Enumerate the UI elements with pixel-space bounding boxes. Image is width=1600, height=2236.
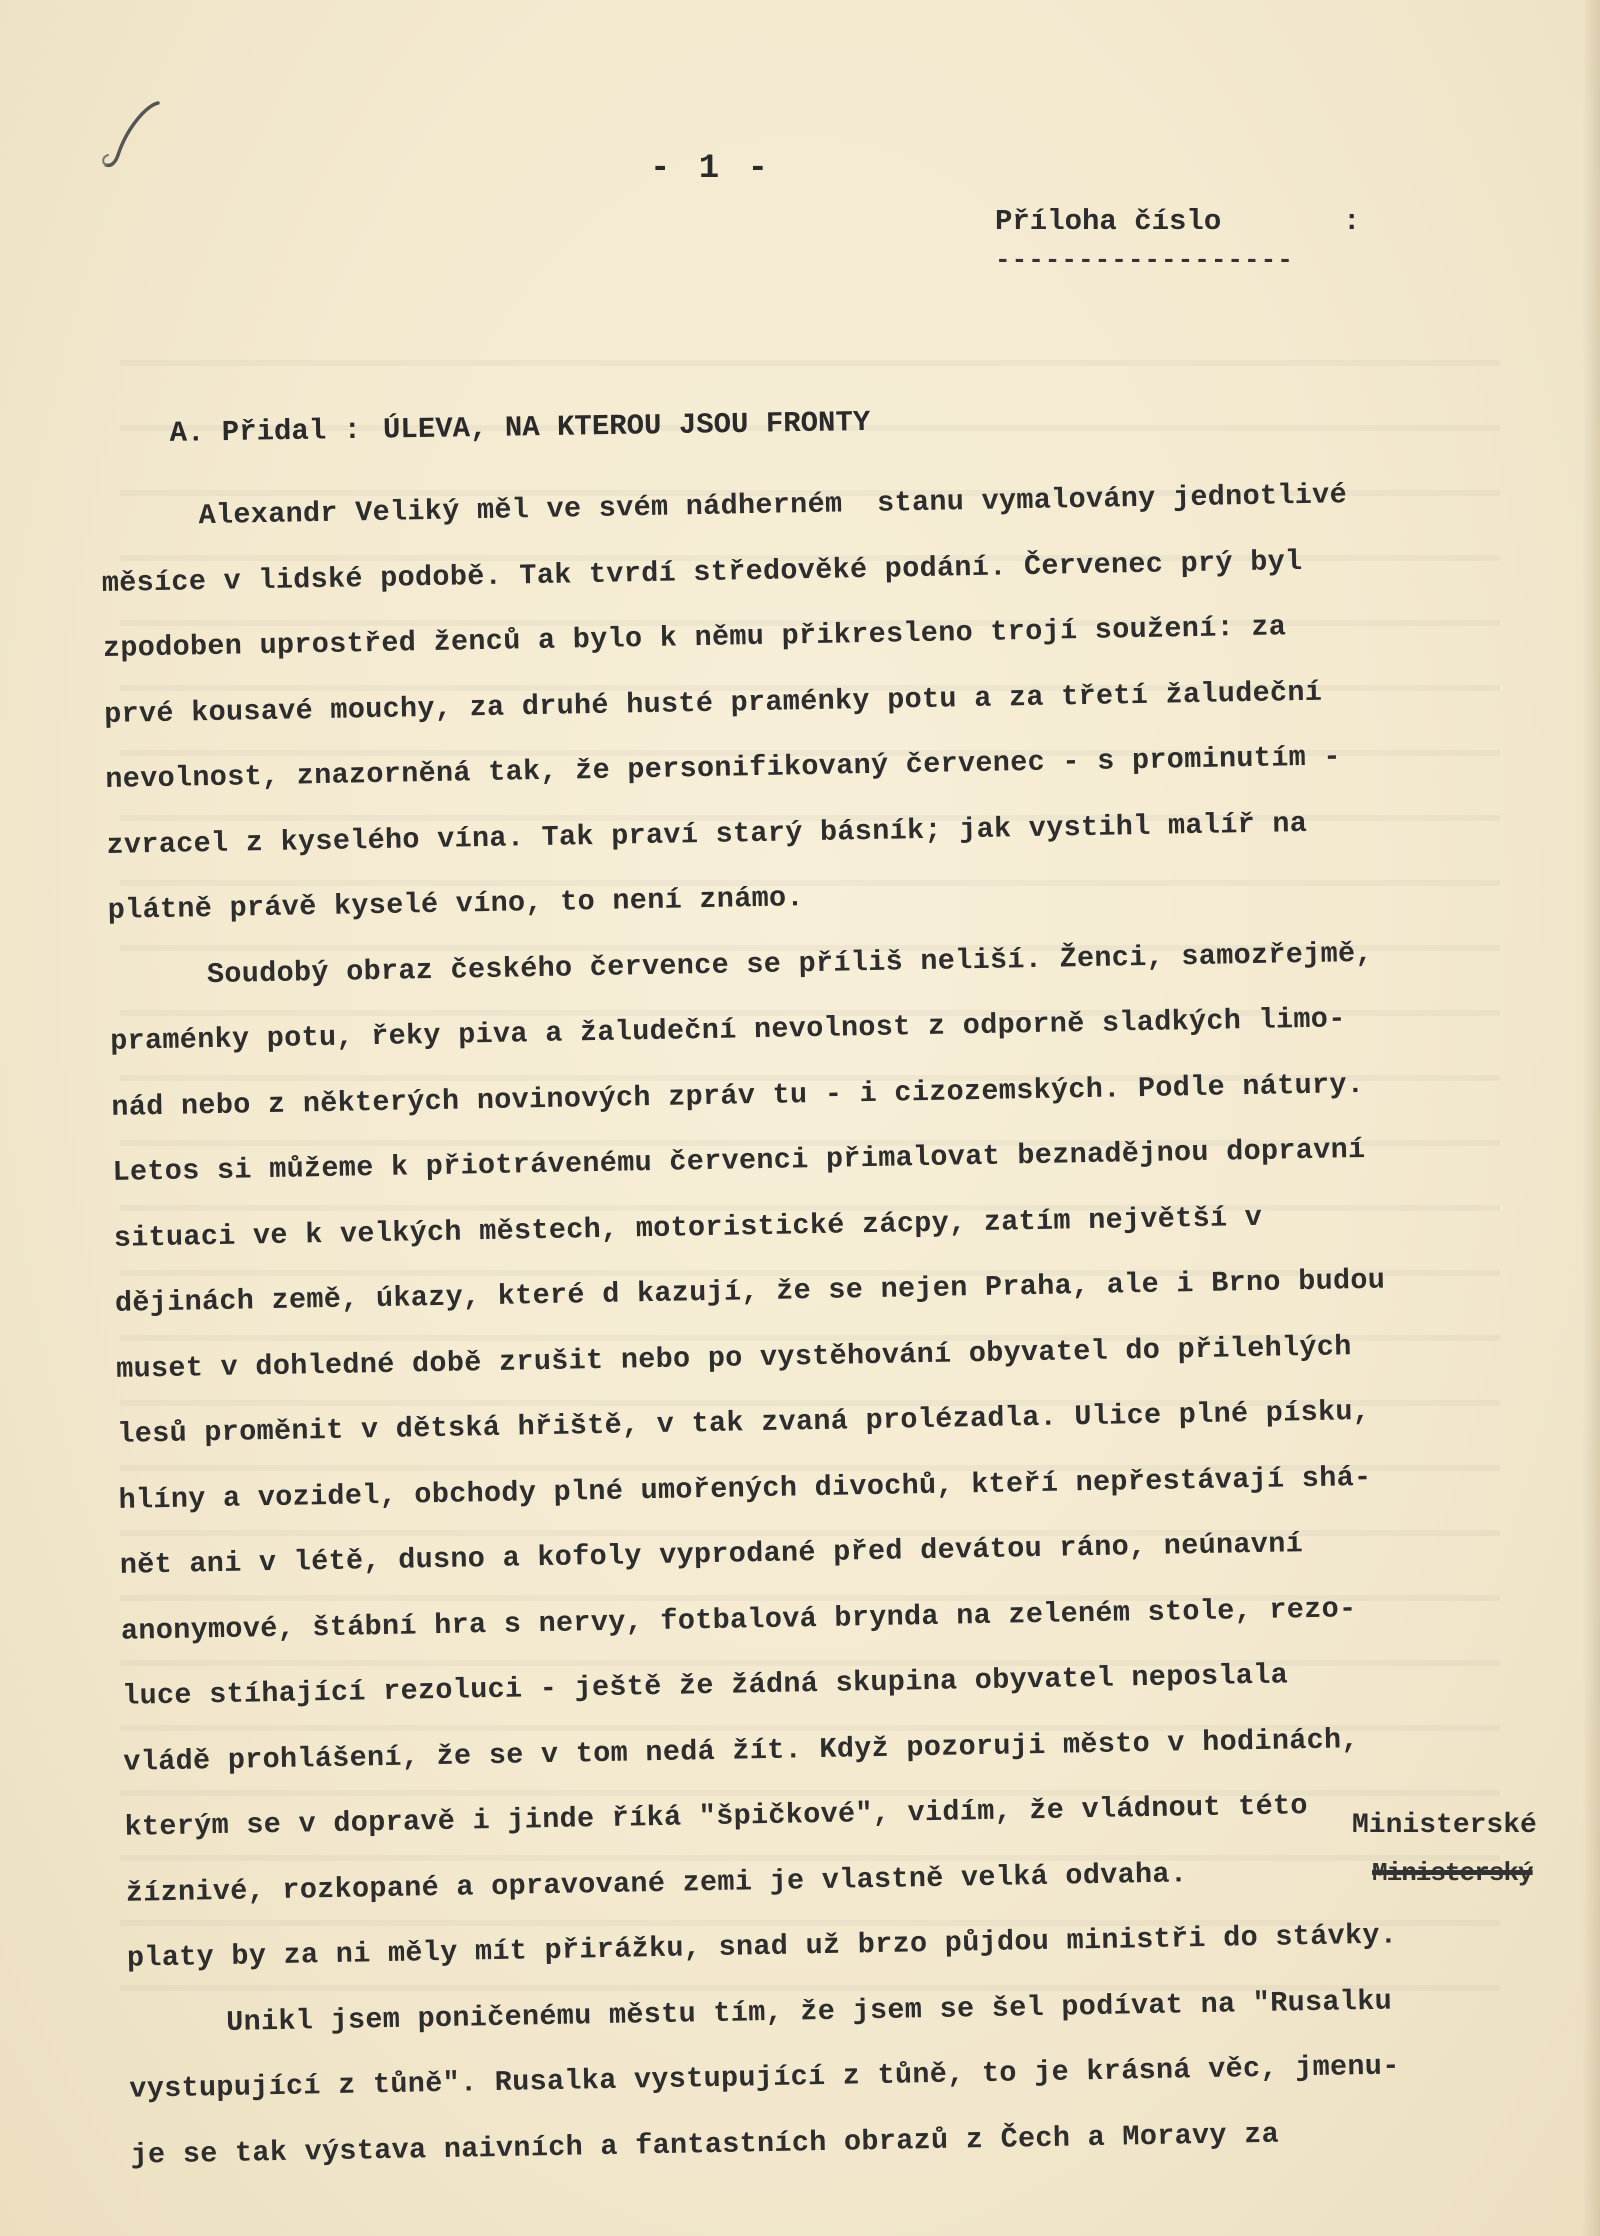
text-line: situaci ve k velkých městech, motoristické zácpy, zatím největší v: [113, 1200, 1263, 1255]
text-line: prvé kousavé mouchy, za druhé husté praménky potu a za třetí žaludeční: [103, 675, 1323, 731]
text-line: platy by za ni měly mít přirážku, snad už brzo půjdou ministři do stávky.: [126, 1918, 1398, 1975]
text-line: Soudobý obraz českého července se příliš neliší. Ženci, samozřejmě,: [206, 936, 1374, 991]
text-line: luce stíhající rezoluci - ještě že žádná skupina obyvatel neposlala: [121, 1658, 1289, 1713]
text-line: Unikl jsem poničenému městu tím, že jsem se šel podívat na "Rusalku: [225, 1984, 1393, 2039]
page-number: - 1 -: [650, 150, 773, 188]
text-line: vládě prohlášení, že se v tom nedá žít. Když pozoruji město v hodinách,: [123, 1722, 1360, 1779]
text-line: měsíce v lidské podobě. Tak tvrdí středověké podání. Červenec prý byl: [101, 544, 1303, 600]
author-name: A. Přidal :: [169, 413, 362, 450]
struck-out-word: Ministerský: [1372, 1858, 1533, 1888]
article-title: ÚLEVA, NA KTEROU JSOU FRONTY: [382, 405, 871, 447]
text-line: plátně právě kyselé víno, to není známo.: [107, 881, 805, 927]
text-line: praménky potu, řeky piva a žaludeční nevolnost z odporně sladkých limo-: [109, 1002, 1346, 1058]
article-heading: [99, 373, 871, 484]
text-line: anonymové, štábní hra s nervy, fotbalová brynda na zeleném stole, rezo-: [120, 1591, 1357, 1648]
staple-mark-icon: [88, 95, 168, 175]
text-line: vystupující z tůně". Rusalka vystupující z tůně, to je krásná věc, jmenu-: [129, 2049, 1400, 2106]
text-line: Alexandr Veliký měl ve svém nádherném stanu vymalovány jednotlivé: [198, 478, 1348, 533]
text-line: je se tak výstava naivních a fantastních obrazů z Čech a Moravy za: [130, 2117, 1280, 2172]
text-line: Letos si můžeme k přiotrávenému červenci přimalovat beznadějnou dopravní: [112, 1132, 1366, 1189]
text-line: nět ani v létě, dusno a kofoly vyprodané před devátou ráno, neúnavní: [119, 1527, 1304, 1582]
text-line: zpodoben uprostřed ženců a bylo k němu přikresleno trojí soužení: za: [102, 610, 1287, 665]
text-line: lesů proměnit v dětská hřiště, v tak zvaná prolézadla. Ulice plné písku,: [117, 1394, 1371, 1451]
text-line: nevolnost, znazorněná tak, že personifikovaný červenec - s prominutím -: [105, 740, 1342, 796]
text-line: hlíny a vozidel, obchody plné umořených divochů, kteří nepřestávají shá-: [118, 1460, 1372, 1517]
text-line: žíznivé, rozkopané a opravované zemi je vlastně velká odvaha.: [125, 1856, 1188, 1910]
attachment-underline: ------------------: [995, 245, 1294, 275]
text-line: muset v dohledné době zrušit nebo po vystěhování obyvatel do přilehlých: [115, 1329, 1352, 1386]
article-body: [100, 458, 1600, 2188]
attachment-label: Příloha číslo :: [995, 205, 1361, 238]
text-line: nád nebo z některých novinových zpráv tu - i cizozemských. Podle nátury.: [111, 1067, 1365, 1124]
typed-correction-insert: Ministerské: [1352, 1810, 1537, 1841]
text-line: dějinách země, úkazy, které d kazují, že se nejen Praha, ale i Brno budou: [114, 1263, 1386, 1320]
text-line: kterým se v dopravě i jinde říká "špičkové", vidím, že vládnout této: [124, 1789, 1309, 1844]
text-line: zvracel z kyselého vína. Tak praví starý básník; jak vystihl malíř na: [106, 806, 1308, 862]
